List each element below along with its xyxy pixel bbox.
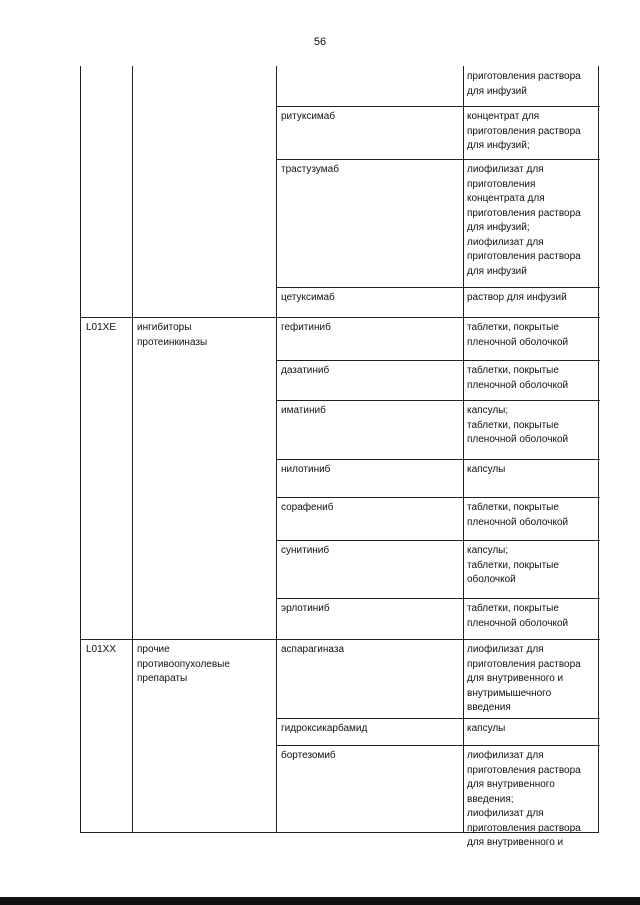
column-divider [132,66,133,832]
drug-name-cell: гидроксикарбамид [281,723,368,734]
drug-name-cell: аспарагиназа [281,644,345,655]
pharm-group-cell: прочие противоопухолевые препараты [137,644,230,684]
row-separator [276,106,600,107]
dosage-form-cell: капсулы [467,464,506,475]
dosage-form-cell: капсулы; таблетки, покрытые пленочной оболочкой [467,405,569,445]
dosage-form-cell: таблетки, покрытые пленочной оболочкой [467,365,569,391]
dosage-form-cell: лиофилизат для приготовления раствора для внутривенного и внутримышечного введения [467,644,581,713]
scan-edge [0,897,640,905]
drug-name-cell: дазатиниб [281,365,330,376]
dosage-form-cell: таблетки, покрытые пленочной оболочкой [467,603,569,629]
row-separator [276,497,600,498]
drug-name-cell: иматиниб [281,405,326,416]
group-separator [81,317,600,318]
dosage-form-cell: таблетки, покрытые пленочной оболочкой [467,322,569,348]
drug-name-cell: ритуксимаб [281,111,336,122]
drug-name-cell: гефитиниб [281,322,331,333]
row-separator [276,360,600,361]
row-separator [276,598,600,599]
drug-name-cell: эрлотиниб [281,603,330,614]
drug-name-cell: сунитиниб [281,545,330,556]
page-number: 56 [313,36,327,48]
drug-name-cell: сорафениб [281,502,334,513]
drug-name-cell: нилотиниб [281,464,331,475]
drug-name-cell: трастузумаб [281,164,339,175]
dosage-form-cell: лиофилизат для приготовления концентрата для приготовления раствора для инфузий; лиофилизат для приготовления раствора для инфузий [467,164,581,277]
atc-code-cell: L01XX [86,644,117,655]
row-separator [276,287,600,288]
drug-table [80,66,599,848]
row-separator [276,745,600,746]
dosage-form-cell: концентрат для приготовления раствора для инфузий; [467,111,581,151]
dosage-form-cell: капсулы [467,723,506,734]
group-separator [81,639,600,640]
row-separator [276,159,600,160]
drug-name-cell: цетуксимаб [281,292,335,303]
row-separator [276,400,600,401]
row-separator [276,718,600,719]
atc-code-cell: L01XE [86,322,117,333]
dosage-form-cell: капсулы; таблетки, покрытые оболочкой [467,545,559,585]
row-separator [276,459,600,460]
dosage-form-cell: приготовления раствора для инфузий [467,71,581,97]
drug-name-cell: бортезомиб [281,750,336,761]
row-separator [276,540,600,541]
dosage-form-cell: раствор для инфузий [467,292,567,303]
dosage-form-cell: таблетки, покрытые пленочной оболочкой [467,502,569,528]
pharm-group-cell: ингибиторы протеинкиназы [137,322,208,348]
dosage-form-cell: лиофилизат для приготовления раствора для внутривенного введения; лиофилизат для приготовления раствора для внутривенного и [467,750,581,848]
